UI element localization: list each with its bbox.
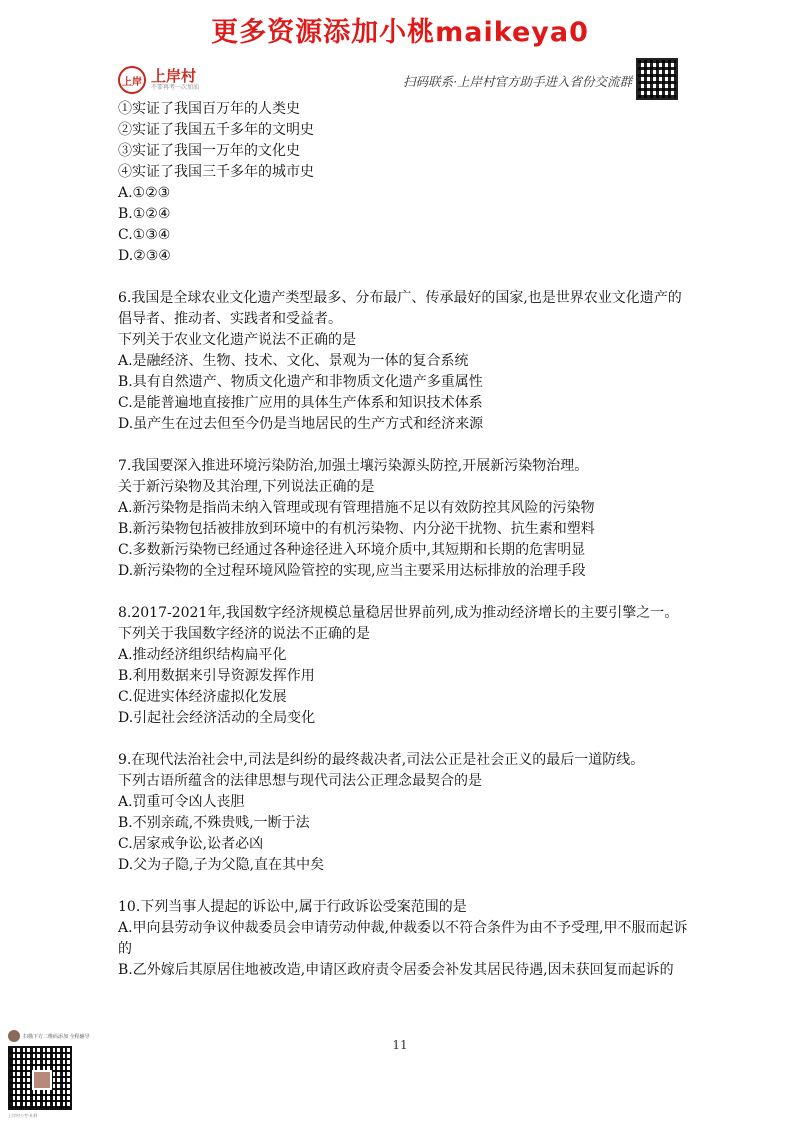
q8-prompt: 下列关于我国数字经济的说法不正确的是 (118, 626, 370, 642)
q8-choice-d: D.引起社会经济活动的全局变化 (118, 710, 316, 726)
promo-banner: 更多资源添加小桃maikeya0 (211, 17, 589, 48)
q10-choice-a: A.甲向县劳动争议仲裁委员会申请劳动仲裁,仲裁委以不符合条件为由不予受理,甲不服而起诉的 (118, 920, 688, 957)
q5-choice-c: C.①③④ (118, 227, 171, 243)
q5-choice-d: D.②③④ (118, 248, 171, 264)
q6-choice-b: B.具有自然遗产、物质文化遗产和非物质文化遗产多重属性 (118, 374, 483, 390)
q6-choice-d: D.虽产生在过去但至今仍是当地居民的生产方式和经济来源 (118, 416, 484, 432)
q9-choice-d: D.父为子隐,子为父隐,直在其中矣 (118, 857, 325, 873)
q7-prompt: 关于新污染物及其治理,下列说法正确的是 (118, 479, 375, 495)
logo-name: 上岸村 (151, 67, 197, 85)
q5-choice-a: A.①②③ (118, 185, 171, 201)
question-content (118, 99, 688, 981)
corner-qr-block (8, 1030, 98, 1119)
q8-stem: 8.2017-2021年,我国数字经济规模总量稳居世界前列,成为推动经济增长的主要引擎之一。 (118, 605, 679, 621)
logo-tagline: 不要再考一次加油 (151, 84, 200, 91)
q6-prompt: 下列关于农业文化遗产说法不正确的是 (118, 332, 356, 348)
q5-option: ③实证了我国一万年的文化史 (118, 143, 300, 159)
q10-choice-b: B.乙外嫁后其原居住地被改造,申请区政府责令居委会补发其居民待遇,因未获回复而起诉的 (118, 962, 674, 978)
q9-stem: 9.在现代法治社会中,司法是纠纷的最终裁决者,司法公正是社会正义的最后一道防线。 (118, 752, 645, 768)
corner-caption: 扫描下方二维码添加 全程辅导 (23, 1033, 90, 1040)
q5-option: ④实证了我国三千多年的城市史 (118, 164, 314, 180)
q9-choice-a: A.罚重可令凶人丧胆 (118, 794, 245, 810)
qr-avatar-icon (32, 1070, 52, 1090)
q6-choice-c: C.是能普遍地直接推广应用的具体生产体系和知识技术体系 (118, 395, 483, 411)
q10-stem: 10.下列当事人提起的诉讼中,属于行政诉讼受案范围的是 (118, 899, 467, 915)
q5-option: ②实证了我国五千多年的文明史 (118, 122, 314, 138)
q5-choice-b: B.①②④ (118, 206, 171, 222)
q7-stem: 7.我国要深入推进环境污染防治,加强土壤污染源头防控,开展新污染物治理。 (118, 458, 589, 474)
avatar (8, 1030, 20, 1042)
q9-choice-b: B.不别亲疏,不殊贵贱,一断于法 (118, 815, 310, 831)
qr-code-icon[interactable] (636, 58, 678, 100)
q7-choice-a: A.新污染物是指尚未纳入管理或现有管理措施不足以有效防控其风险的污染物 (118, 500, 595, 516)
page-number: 11 (392, 1038, 408, 1052)
q6-stem: 6.我国是全球农业文化遗产类型最多、分布最广、传承最好的国家,也是世界农业文化遗产的倡导者、推动者、实践者和受益者。 (118, 290, 682, 327)
q7-choice-c: C.多数新污染物已经通过各种途径进入环境介质中,其短期和长期的危害明显 (118, 542, 586, 558)
q7-choice-d: D.新污染物的全过程环境风险管控的实现,应当主要采用达标排放的治理手段 (118, 563, 586, 579)
logo-mark-icon: 上岸 (118, 66, 146, 94)
q8-choice-b: B.利用数据来引导资源发挥作用 (118, 668, 315, 684)
q8-choice-a: A.推动经济组织结构扁平化 (118, 647, 287, 663)
qr-code-icon[interactable] (8, 1046, 72, 1110)
page-header (118, 58, 678, 98)
header-contact-text: 扫码联系·上岸村官方助手进入省份交流群 (403, 74, 632, 89)
corner-footer: 上岸村公考·社群 (8, 1113, 38, 1118)
q8-choice-c: C.促进实体经济虚拟化发展 (118, 689, 287, 705)
q5-option: ①实证了我国百万年的人类史 (118, 101, 300, 117)
q6-choice-a: A.是融经济、生物、技术、文化、景观为一体的复合系统 (118, 353, 469, 369)
q9-choice-c: C.居家戒争讼,讼者必凶 (118, 836, 264, 852)
brand-logo (118, 66, 199, 94)
q7-choice-b: B.新污染物包括被排放到环境中的有机污染物、内分泌干扰物、抗生素和塑料 (118, 521, 595, 537)
q9-prompt: 下列古语所蕴含的法律思想与现代司法公正理念最契合的是 (118, 773, 482, 789)
